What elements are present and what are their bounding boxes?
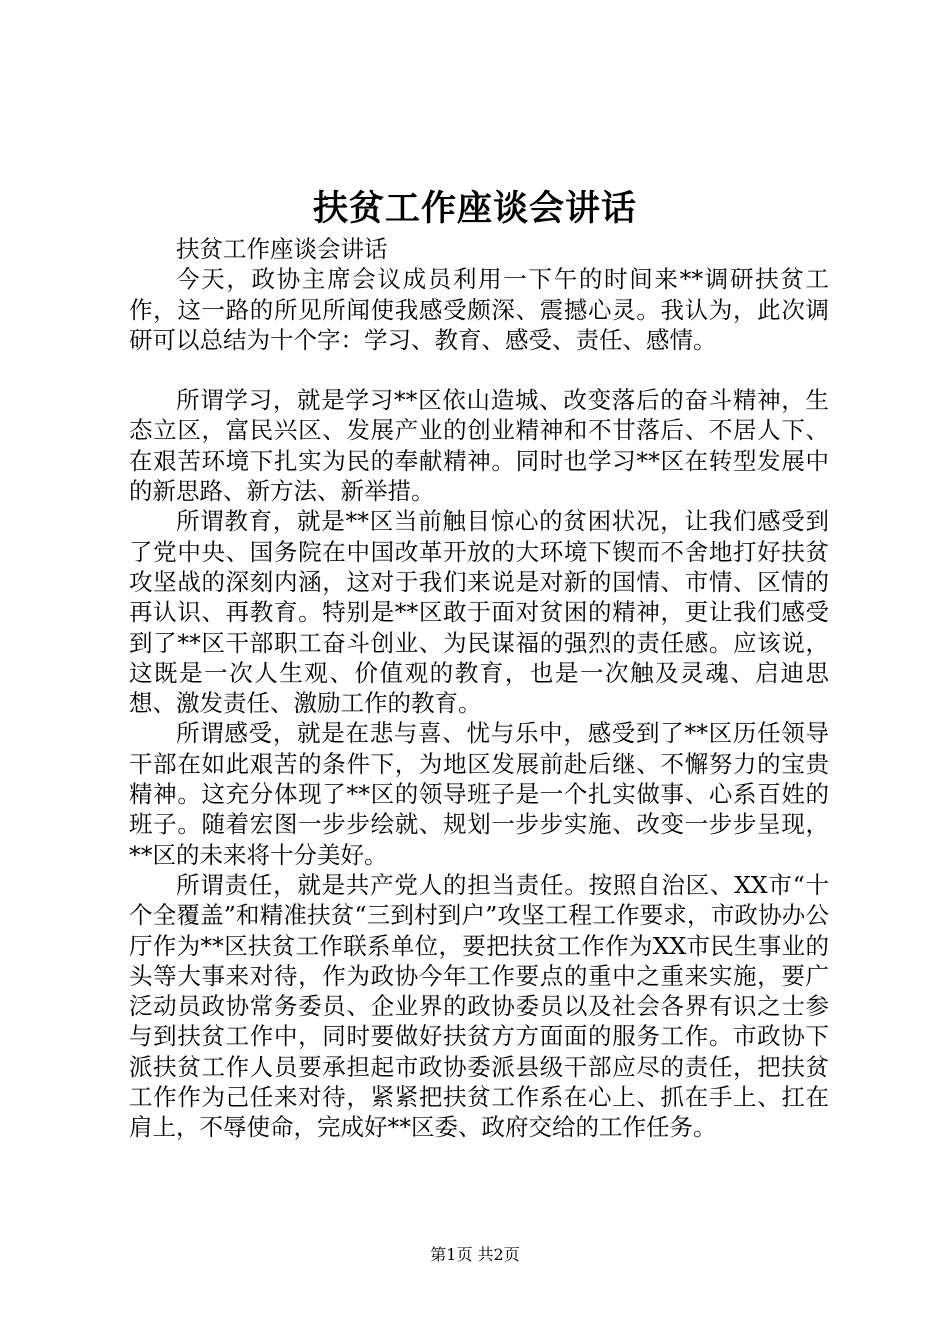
paragraph-education: 所谓教育，就是**区当前触目惊心的贫困状况，让我们感受到了党中央、国务院在中国改革开放的大环境下锲而不舍地打好扶贫攻坚战的深刻内涵，这对于我们来说是对新的国情、市情、区情的再认识、再教育。特别是**区敢于面对贫困的精神，更让我们感受到了**区干部职工奋斗创业、为民谋福的强烈的责任感。应该说，这既是一次人生观、价值观的教育，也是一次触及灵魂、启迪思想、激发责任、激励工作的教育。	[129, 507, 829, 718]
page-footer: 第1页 共2页	[430, 1245, 520, 1264]
document-body	[129, 234, 829, 1143]
paragraph-intro: 今天，政协主席会议成员利用一下午的时间来**调研扶贫工作，这一路的所见所闻使我感受颇深、震撼心灵。我认为，此次调研可以总结为十个字：学习、教育、感受、责任、感情。	[129, 265, 829, 354]
paragraph-subtitle: 扶贫工作座谈会讲话	[176, 235, 388, 263]
paragraph-feeling: 所谓感受，就是在悲与喜、忧与乐中，感受到了**区历任领导干部在如此艰苦的条件下，为地区发展前赴后继、不懈努力的宝贵精神。这充分体现了**区的领导班子是一个扎实做事、心系百姓的班子。随着宏图一步步绘就、规划一步步实施、改变一步步呈现，**区的未来将十分美好。	[129, 719, 829, 869]
paragraph-responsibility: 所谓责任，就是共产党人的担当责任。按照自治区、XX市“十个全覆盖”和精准扶贫“三到村到户”攻坚工程工作要求，市政协办公厅作为**区扶贫工作联系单位，要把扶贫工作作为XX市民生事业的头等大事来对待，作为政协今年工作要点的重中之重来实施，要广泛动员政协常务委员、企业界的政协委员以及社会各界有识之士参与到扶贫工作中，同时要做好扶贫方方面面的服务工作。市政协下派扶贫工作人员要承担起市政协委派县级干部应尽的责任，把扶贫工作作为己任来对待，紧紧把扶贫工作系在心上、抓在手上、扛在肩上，不辱使命，完成好**区委、政府交给的工作任务。	[129, 870, 829, 1142]
paragraph-learning: 所谓学习，就是学习**区依山造城、改变落后的奋斗精神，生态立区，富民兴区、发展产业的创业精神和不甘落后、不居人下、在艰苦环境下扎实为民的奉献精神。同时也学习**区在转型发展中的新思路、新方法、新举措。	[129, 386, 829, 506]
document-title: 扶贫工作座谈会讲话	[312, 188, 637, 229]
